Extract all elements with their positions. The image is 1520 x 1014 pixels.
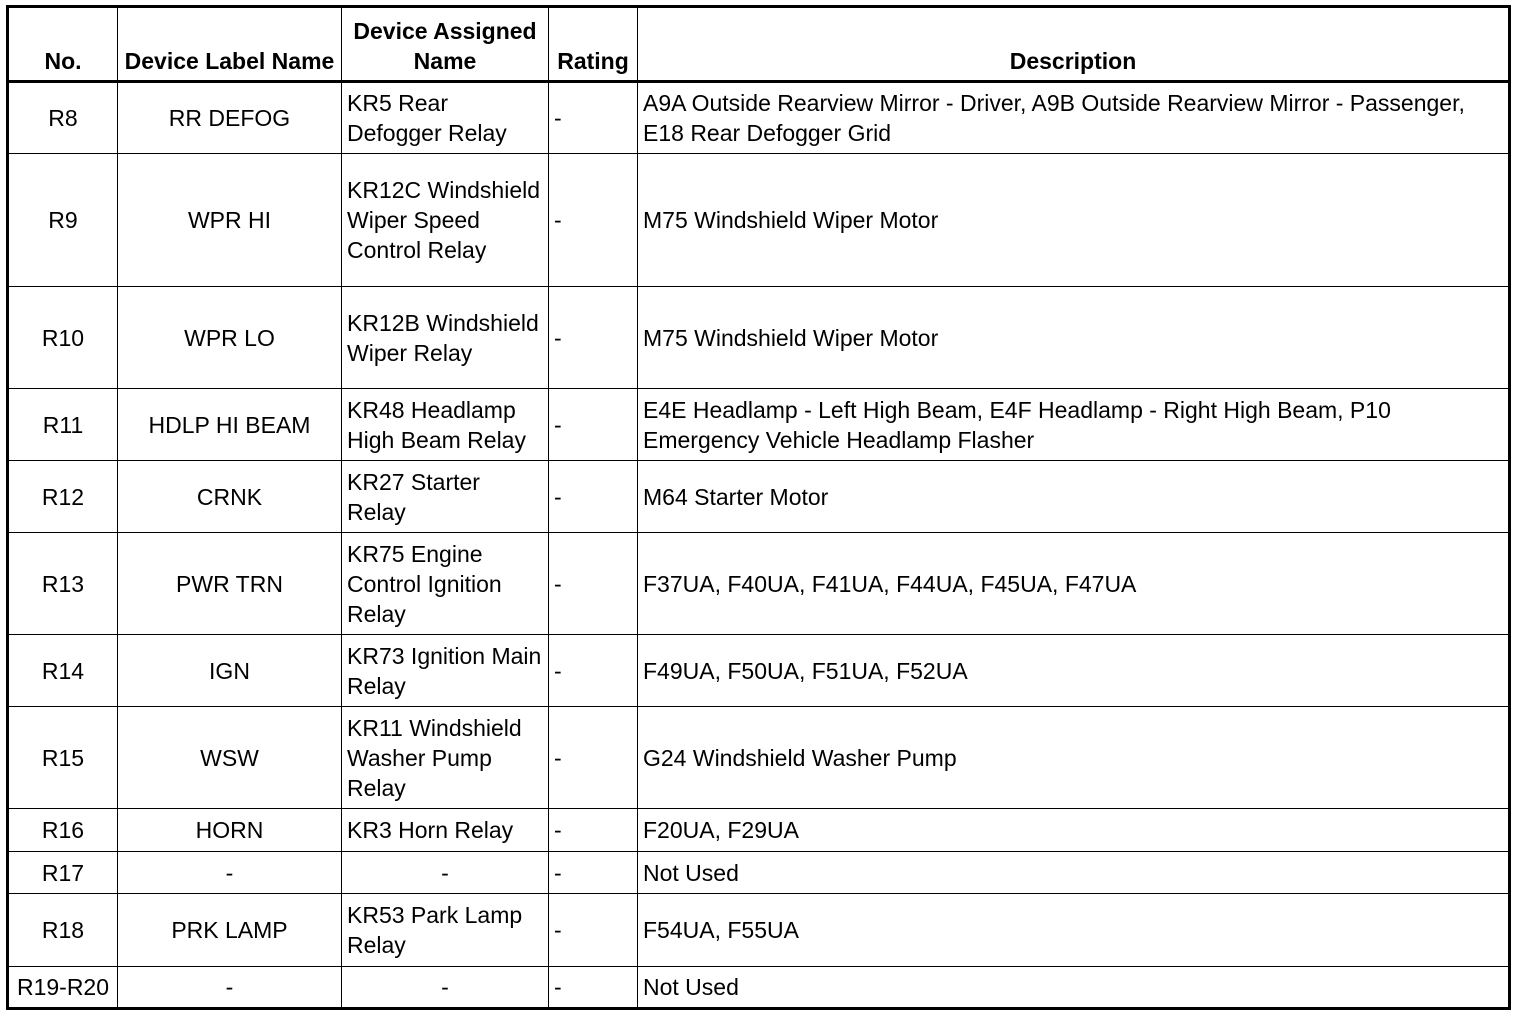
cell-label: WSW [118, 707, 342, 809]
cell-rating: - [549, 707, 638, 809]
table-row [8, 82, 1510, 154]
cell-label: WPR LO [118, 287, 342, 389]
cell-label: IGN [118, 635, 342, 707]
table-row [8, 707, 1510, 809]
table-row [8, 809, 1510, 852]
header-row [8, 7, 1510, 82]
table-row [8, 635, 1510, 707]
cell-rating: - [549, 852, 638, 894]
table-row [8, 533, 1510, 635]
cell-label: HORN [118, 809, 342, 852]
cell-assigned: KR5 Rear Defogger Relay [342, 82, 549, 154]
table-row [8, 894, 1510, 967]
table-row [8, 852, 1510, 894]
cell-label: - [118, 967, 342, 1009]
cell-label: PRK LAMP [118, 894, 342, 967]
cell-rating: - [549, 154, 638, 287]
cell-rating: - [549, 635, 638, 707]
table-row [8, 154, 1510, 287]
cell-label: - [118, 852, 342, 894]
cell-rating: - [549, 287, 638, 389]
table-row [8, 461, 1510, 533]
cell-assigned: KR12B Windshield Wiper Relay [342, 287, 549, 389]
cell-assigned: KR73 Ignition Main Relay [342, 635, 549, 707]
cell-assigned: KR53 Park Lamp Relay [342, 894, 549, 967]
cell-rating: - [549, 389, 638, 461]
cell-label: PWR TRN [118, 533, 342, 635]
cell-no: R10 [8, 287, 118, 389]
cell-no: R13 [8, 533, 118, 635]
relay-table-wrapper [6, 5, 1511, 1010]
cell-label: CRNK [118, 461, 342, 533]
cell-description: M75 Windshield Wiper Motor [638, 287, 1510, 389]
cell-assigned: KR48 Headlamp High Beam Relay [342, 389, 549, 461]
table-body [8, 82, 1510, 1009]
cell-assigned: - [342, 852, 549, 894]
cell-no: R19-R20 [8, 967, 118, 1009]
table-header [8, 7, 1510, 82]
cell-rating: - [549, 461, 638, 533]
cell-description: E4E Headlamp - Left High Beam, E4F Headlamp - Right High Beam, P10 Emergency Vehicle Headlamp Flasher [638, 389, 1510, 461]
cell-description: F54UA, F55UA [638, 894, 1510, 967]
cell-no: R9 [8, 154, 118, 287]
table-row [8, 389, 1510, 461]
header-device-label-name: Device Label Name [118, 7, 342, 82]
cell-label: HDLP HI BEAM [118, 389, 342, 461]
cell-no: R8 [8, 82, 118, 154]
cell-label: RR DEFOG [118, 82, 342, 154]
cell-assigned: - [342, 967, 549, 1009]
header-device-assigned-name: Device Assigned Name [342, 7, 549, 82]
table-row [8, 967, 1510, 1009]
cell-no: R14 [8, 635, 118, 707]
cell-description: A9A Outside Rearview Mirror - Driver, A9B Outside Rearview Mirror - Passenger, E18 Rear Defogger Grid [638, 82, 1510, 154]
cell-description: F20UA, F29UA [638, 809, 1510, 852]
cell-description: M64 Starter Motor [638, 461, 1510, 533]
cell-no: R11 [8, 389, 118, 461]
cell-assigned: KR3 Horn Relay [342, 809, 549, 852]
cell-rating: - [549, 533, 638, 635]
cell-assigned: KR27 Starter Relay [342, 461, 549, 533]
cell-no: R18 [8, 894, 118, 967]
cell-description: F49UA, F50UA, F51UA, F52UA [638, 635, 1510, 707]
cell-description: Not Used [638, 852, 1510, 894]
relay-table [6, 5, 1511, 1010]
cell-description: M75 Windshield Wiper Motor [638, 154, 1510, 287]
cell-rating: - [549, 82, 638, 154]
cell-assigned: KR11 Windshield Washer Pump Relay [342, 707, 549, 809]
cell-assigned: KR12C Windshield Wiper Speed Control Relay [342, 154, 549, 287]
cell-label: WPR HI [118, 154, 342, 287]
cell-rating: - [549, 894, 638, 967]
cell-no: R12 [8, 461, 118, 533]
cell-no: R15 [8, 707, 118, 809]
cell-rating: - [549, 967, 638, 1009]
cell-description: F37UA, F40UA, F41UA, F44UA, F45UA, F47UA [638, 533, 1510, 635]
cell-description: G24 Windshield Washer Pump [638, 707, 1510, 809]
cell-no: R16 [8, 809, 118, 852]
table-row [8, 287, 1510, 389]
header-rating: Rating [549, 7, 638, 82]
header-description: Description [638, 7, 1510, 82]
cell-assigned: KR75 Engine Control Ignition Relay [342, 533, 549, 635]
cell-description: Not Used [638, 967, 1510, 1009]
cell-rating: - [549, 809, 638, 852]
cell-no: R17 [8, 852, 118, 894]
header-no: No. [8, 7, 118, 82]
